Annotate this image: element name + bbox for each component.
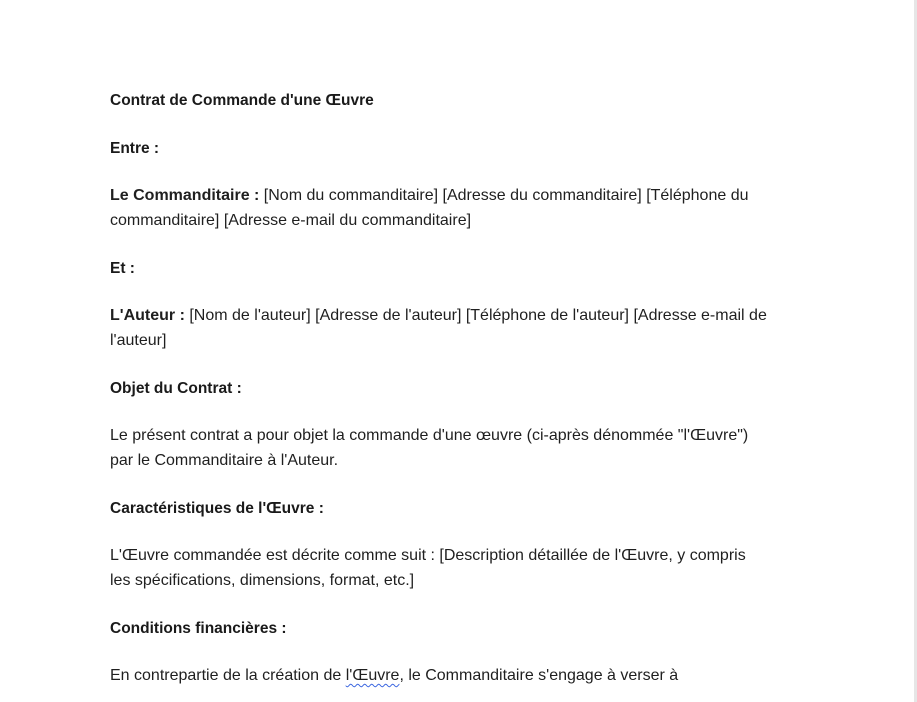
commissioner-paragraph — [110, 183, 770, 233]
object-heading: Objet du Contrat : — [110, 380, 242, 397]
document-body[interactable] — [110, 88, 770, 688]
commissioner-label: Le Commanditaire : — [110, 187, 260, 204]
author-label: L'Auteur : — [110, 307, 185, 324]
object-text: Le présent contrat a pour objet la commande d'une œuvre (ci-après dénommée "l'Œuvre") par le Commanditaire à l'Auteur. — [110, 427, 749, 469]
author-paragraph — [110, 303, 770, 353]
document-title: Contrat de Commande d'une Œuvre — [110, 92, 374, 109]
financial-text-end: , le Commanditaire s'engage à verser à — [399, 667, 679, 684]
commissioner-text: [Nom du commanditaire] [Adresse du commanditaire] [Téléphone du commanditaire] [Adresse e-mail du commanditaire] — [110, 187, 749, 229]
features-heading: Caractéristiques de l'Œuvre : — [110, 500, 324, 517]
spellcheck-flagged-word[interactable]: l'Œuvre — [345, 667, 400, 684]
between-label: Entre : — [110, 140, 160, 157]
financial-text — [110, 663, 770, 688]
financial-text-start: En contrepartie de la création de — [110, 667, 346, 684]
and-label: Et : — [110, 260, 135, 277]
financial-heading: Conditions financières : — [110, 620, 287, 637]
features-text: L'Œuvre commandée est décrite comme suit : [Description détaillée de l'Œuvre, y compris les spécifications, dimensions, format, etc.] — [110, 547, 746, 589]
author-text: [Nom de l'auteur] [Adresse de l'auteur] [Téléphone de l'auteur] [Adresse e-mail de l'auteur] — [110, 307, 767, 349]
